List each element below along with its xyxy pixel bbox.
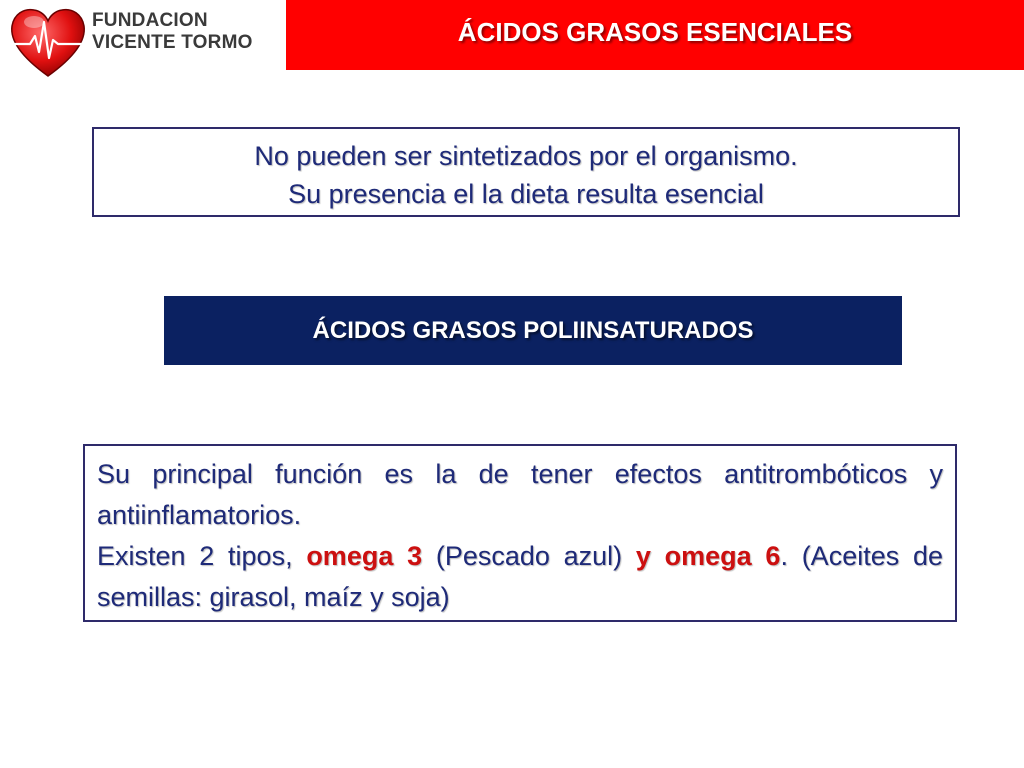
omega-3-highlight: omega 3 [306,541,423,571]
section-title: ÁCIDOS GRASOS POLIINSATURADOS [164,296,902,365]
logo-text [92,10,253,54]
intro-line-1: No pueden ser sintetizados por el organismo. [254,141,798,171]
p2-part-1: Existen 2 tipos, [97,541,307,571]
details-box [83,444,957,622]
p2-part-3: . (Aceites de semillas: girasol, maíz y soja) [97,541,943,612]
omega-6-highlight: y omega 6 [635,541,781,571]
logo-line-2: VICENTE TORMO [92,32,253,53]
p2-part-2: (Pescado azul) [422,541,636,571]
details-paragraph-1: Su principal función es la de tener efectos antitrombóticos y antiinflamatorios. [97,459,943,530]
intro-line-2: Su presencia el la dieta resulta esencial [288,179,764,209]
logo [4,4,253,80]
logo-line-1: FUNDACION [92,10,208,31]
heart-logo-icon [8,6,88,80]
intro-box [92,127,960,217]
page-title: ÁCIDOS GRASOS ESENCIALES [457,17,853,47]
details-paragraph-2 [97,536,943,618]
